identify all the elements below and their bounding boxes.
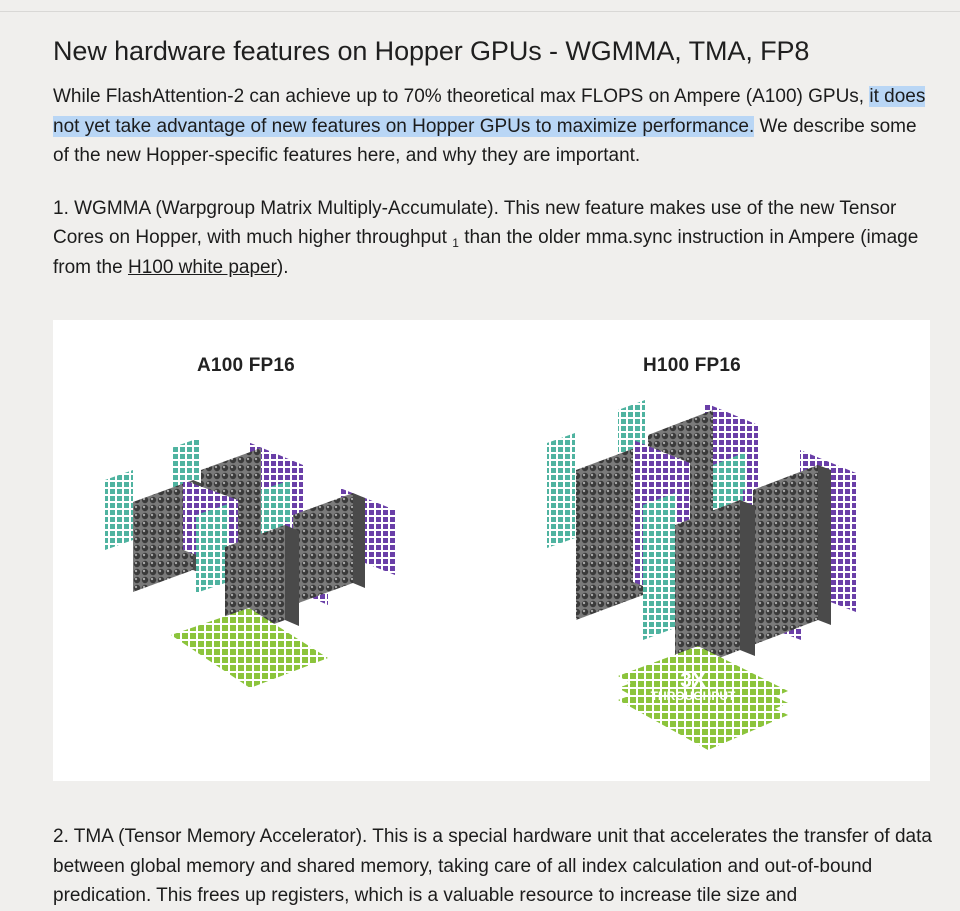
wgmma-text-2: than the older mma.sync instruction in Ampere (image from the [53,227,919,278]
throughput-badge-big: 3X [680,669,706,692]
tma-paragraph: 2. TMA (Tensor Memory Accelerator). This is a special hardware unit that accelerates the transfer of data between global memory and shared memory, taking care of all index calculation and out-of-bound predication. This frees up registers, which is a valuable resource to increase tile size and [53,826,932,906]
throughput-badge-small: THROUGHPUT [650,689,736,703]
tensor-core-illustration [53,320,930,781]
intro-paragraph [53,82,933,171]
selected-text[interactable]: it does not yet take advantage of new features on Hopper GPUs to maximize performance. [53,86,926,137]
intro-text-end: We describe some of the new Hopper-specific features here, and why they are important. [53,115,917,166]
wgmma-paragraph [53,194,933,283]
section-heading: New hardware features on Hopper GPUs - WGMMA, TMA, FP8 [53,36,810,66]
wgmma-text: 1. WGMMA (Warpgroup Matrix Multiply-Accumulate). This new feature makes use of the new Tensor Cores on Hopper, with much higher throughput [53,197,897,248]
a100-fp16-label: A100 FP16 [197,355,295,376]
h100-fp16-label: H100 FP16 [643,355,741,376]
footnote-ref[interactable]: 1 [452,236,459,250]
h100-white-paper-link[interactable]: H100 white paper [127,256,277,278]
article-content [53,32,933,282]
top-divider [0,11,960,12]
tensor-core-figure [53,320,930,781]
intro-text: While FlashAttention-2 can achieve up to 70% theoretical max FLOPS on Ampere (A100) GPUs, [53,86,870,107]
a100-illustration [105,438,395,688]
wgmma-text-3: ). [276,256,289,278]
